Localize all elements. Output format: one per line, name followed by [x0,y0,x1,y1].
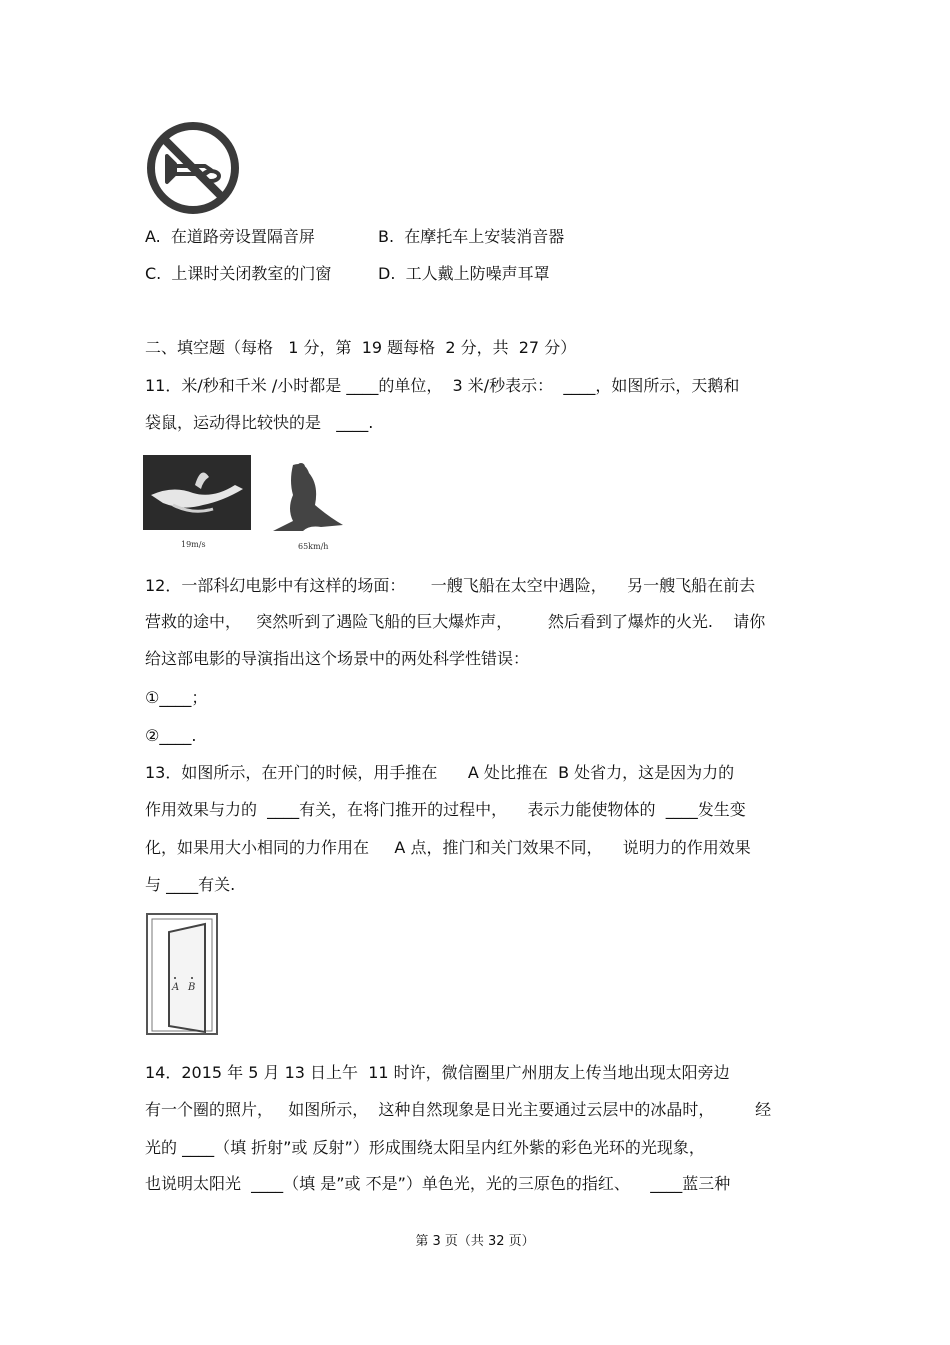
door-figure [145,912,220,1037]
q13-line1: 13．如图所示，在开门的时候，用手推在 A 处比推在 B 处省力，这是因为力的 [145,763,735,782]
q11-line1: 11．米/秒和千米 /小时都是 ____的单位， 3 米/秒表示： ____，如图所示，天鹅和 [145,376,740,395]
q13-line2: 作用效果与力的 ____有关，在将门推开的过程中， 表示力能使物体的 ____发生变 [145,800,746,819]
kangaroo-caption: 65km/h [298,542,329,551]
q14-line4: 也说明太阳光 ____（填 是”或 不是”）单色光，光的三原色的指红、 ____蓝三种 [145,1174,731,1193]
q14-line1: 14．2015 年 5 月 13 日上午 11 时许，微信圈里广州朋友上传当地出现太阳旁边 [145,1063,730,1082]
q12-line5: ②____. [145,726,197,745]
q11-line2: 袋鼠，运动得比较快的是 ____. [145,413,374,432]
q14-line2: 有一个圈的照片， 如图所示， 这种自然现象是日光主要通过云层中的冰晶时， 经 [145,1100,772,1119]
option-c: C. 上课时关闭教室的门窗 [145,264,332,283]
door-label-b: B [188,982,196,993]
option-d: D. 工人戴上防噪声耳罩 [378,264,550,283]
door-label-a: A [172,982,180,993]
no-horn-sign-icon [145,120,241,216]
q12-line1: 12．一部科幻电影中有这样的场面： 一艘飞船在太空中遇险， 另一艘飞船在前去 [145,576,756,595]
q12-line4: ①____； [145,688,208,707]
q13-line4: 与 ____有关. [145,875,236,894]
q12-line2: 营救的途中， 突然听到了遇险飞船的巨大爆炸声， 然后看到了爆炸的火光. 请你 [145,612,766,631]
q14-line3: 光的 ____（填 折射”或 反射”）形成围绕太阳呈内红外紫的彩色光环的光现象， [145,1138,705,1157]
swan-caption: 19m/s [181,540,206,549]
q13-line3: 化，如果用大小相同的力作用在 A 点，推门和关门效果不同， 说明力的作用效果 [145,838,751,857]
page-footer: 第 3 页（共 32 页） [415,1234,535,1249]
swan-kangaroo-figure [143,455,363,555]
section-title: 二、填空题（每格 1 分，第 19 题每格 2 分，共 27 分） [145,338,577,357]
option-b: B. 在摩托车上安装消音器 [378,227,565,246]
q12-line3: 给这部电影的导演指出这个场景中的两处科学性错误： [145,649,530,668]
option-a: A. 在道路旁设置隔音屏 [145,227,315,246]
